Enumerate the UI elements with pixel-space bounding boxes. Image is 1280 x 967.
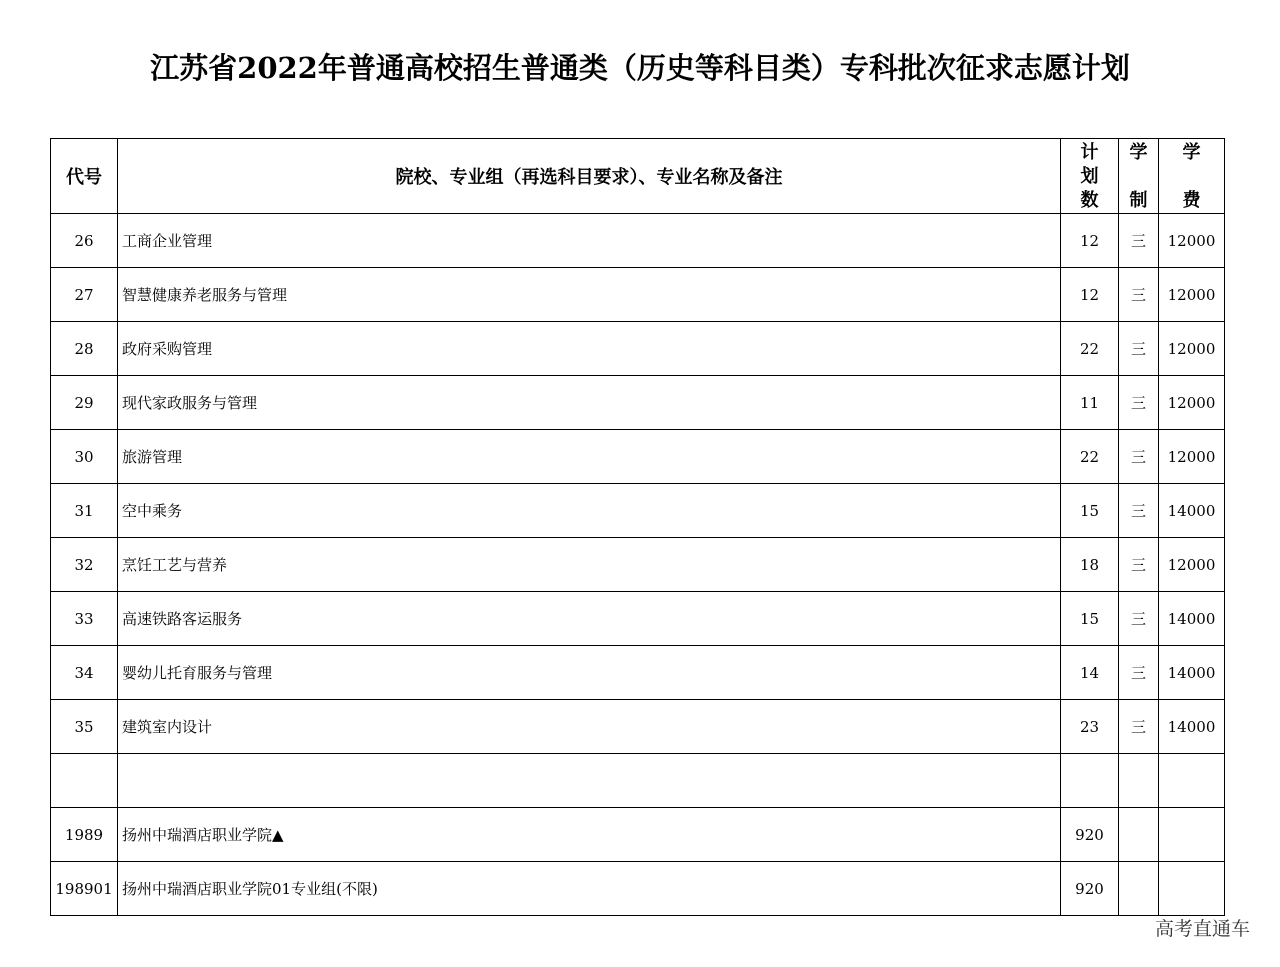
row-duration: 三: [1119, 376, 1159, 430]
row-code: 31: [51, 484, 118, 538]
row-duration: 三: [1119, 700, 1159, 754]
row-plan-count: [1061, 754, 1119, 808]
row-plan-count: 11: [1061, 376, 1119, 430]
row-fee: 14000: [1159, 484, 1225, 538]
row-code: 30: [51, 430, 118, 484]
row-code: 26: [51, 214, 118, 268]
row-duration: 三: [1119, 484, 1159, 538]
header-plan-char: 划: [1080, 166, 1099, 187]
page-title: 江苏省2022年普通高校招生普通类（历史等科目类）专科批次征求志愿计划: [150, 51, 1130, 85]
header-duration-char: 学: [1129, 142, 1148, 163]
row-duration: [1119, 862, 1159, 916]
header-plan: [1061, 139, 1119, 214]
header-duration-char: 制: [1129, 190, 1148, 211]
row-plan-count: 14: [1061, 646, 1119, 700]
table-row: [51, 268, 1225, 322]
row-duration: 三: [1119, 268, 1159, 322]
header-fee: [1159, 139, 1225, 214]
row-plan-count: 12: [1061, 268, 1119, 322]
row-name: 扬州中瑞酒店职业学院▲: [118, 808, 1061, 862]
row-code: 1989: [51, 808, 118, 862]
table-row: [51, 808, 1225, 862]
table-row: [51, 484, 1225, 538]
row-code: 34: [51, 646, 118, 700]
row-fee: 12000: [1159, 430, 1225, 484]
row-fee: 12000: [1159, 322, 1225, 376]
row-plan-count: 15: [1061, 592, 1119, 646]
row-fee: 14000: [1159, 592, 1225, 646]
row-fee: 12000: [1159, 376, 1225, 430]
row-name: 婴幼儿托育服务与管理: [118, 646, 1061, 700]
header-plan-char: 计: [1080, 142, 1099, 163]
row-code: 28: [51, 322, 118, 376]
watermark-text: 高考直通车: [1154, 918, 1250, 940]
row-duration: 三: [1119, 646, 1159, 700]
table-row: [51, 592, 1225, 646]
header-fee-char: 学: [1182, 142, 1201, 163]
table-row: [51, 214, 1225, 268]
row-fee: [1159, 862, 1225, 916]
row-name: 空中乘务: [118, 484, 1061, 538]
row-code: 27: [51, 268, 118, 322]
row-duration: 三: [1119, 538, 1159, 592]
row-plan-count: 18: [1061, 538, 1119, 592]
row-name: 烹饪工艺与营养: [118, 538, 1061, 592]
row-code: 32: [51, 538, 118, 592]
row-fee: 12000: [1159, 268, 1225, 322]
row-code: 198901: [51, 862, 118, 916]
row-fee: 12000: [1159, 214, 1225, 268]
row-duration: 三: [1119, 430, 1159, 484]
row-code: 29: [51, 376, 118, 430]
row-plan-count: 15: [1061, 484, 1119, 538]
row-duration: [1119, 808, 1159, 862]
header-name: 院校、专业组（再选科目要求）、专业名称及备注: [118, 139, 1061, 214]
row-name: 高速铁路客运服务: [118, 592, 1061, 646]
row-plan-count: 23: [1061, 700, 1119, 754]
header-plan-char: 数: [1080, 190, 1099, 211]
row-duration: 三: [1119, 592, 1159, 646]
row-code: 35: [51, 700, 118, 754]
row-name: 智慧健康养老服务与管理: [118, 268, 1061, 322]
table-header-row: [51, 139, 1225, 214]
row-name: 政府采购管理: [118, 322, 1061, 376]
row-fee: [1159, 808, 1225, 862]
enrollment-plan-table: [50, 138, 1225, 916]
row-code: [51, 754, 118, 808]
table-row: [51, 322, 1225, 376]
row-duration: 三: [1119, 214, 1159, 268]
row-plan-count: 22: [1061, 322, 1119, 376]
row-fee: [1159, 754, 1225, 808]
row-name: 建筑室内设计: [118, 700, 1061, 754]
row-fee: 14000: [1159, 700, 1225, 754]
row-name: 旅游管理: [118, 430, 1061, 484]
row-plan-count: 920: [1061, 808, 1119, 862]
table-row: [51, 646, 1225, 700]
table-row: [51, 754, 1225, 808]
row-name: 扬州中瑞酒店职业学院01专业组(不限): [118, 862, 1061, 916]
row-fee: 14000: [1159, 646, 1225, 700]
header-duration: [1119, 139, 1159, 214]
row-duration: [1119, 754, 1159, 808]
table-row: [51, 862, 1225, 916]
header-fee-char: 费: [1182, 190, 1201, 211]
row-name: 工商企业管理: [118, 214, 1061, 268]
row-duration: 三: [1119, 322, 1159, 376]
row-code: 33: [51, 592, 118, 646]
row-fee: 12000: [1159, 538, 1225, 592]
row-plan-count: 12: [1061, 214, 1119, 268]
table-row: [51, 700, 1225, 754]
header-code: 代号: [51, 139, 118, 214]
table-row: [51, 430, 1225, 484]
row-name: 现代家政服务与管理: [118, 376, 1061, 430]
table-row: [51, 376, 1225, 430]
row-plan-count: 920: [1061, 862, 1119, 916]
row-name: [118, 754, 1061, 808]
table-row: [51, 538, 1225, 592]
row-plan-count: 22: [1061, 430, 1119, 484]
